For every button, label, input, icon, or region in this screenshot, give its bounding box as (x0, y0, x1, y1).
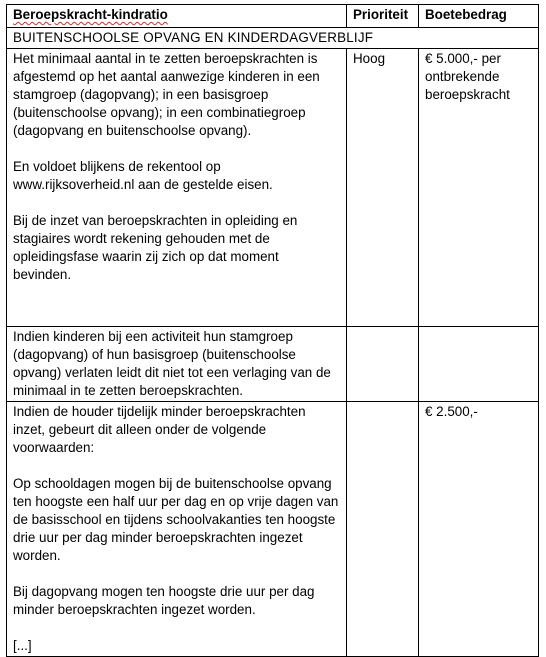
header-fine: Boetebedrag (419, 5, 539, 28)
requirement-cell (7, 49, 347, 327)
table-header-row (7, 5, 539, 28)
table-row (7, 327, 539, 402)
section-title: BUITENSCHOOLSE OPVANG EN KINDERDAGVERBLIJF (7, 28, 539, 49)
header-priority: Prioriteit (347, 5, 419, 28)
fine-cell: € 5.000,- per ontbrekende beroepskracht (419, 49, 539, 327)
requirement-paragraph: Indien de houder tijdelijk minder beroepskrachten inzet, gebeurt dit alleen onder de volgende voorwaarden: (13, 404, 306, 455)
header-requirement-label: Beroepskracht-kindratio (13, 7, 168, 22)
requirement-cell (7, 402, 347, 657)
fine-cell (419, 327, 539, 402)
requirement-paragraph: Indien kinderen bij een activiteit hun stamgroep (dagopvang) of hun basisgroep (buitenschoolse opvang) verlaten leidt dit niet tot een verlaging van de minimaal in te zetten beroepskrachten. (13, 329, 331, 398)
requirement-paragraph: En voldoet blijkens de rekentool op www.rijksoverheid.nl aan de gestelde eisen. (13, 159, 273, 192)
requirement-paragraph: Het minimaal aantal in te zetten beroepskrachten is afgestemd op het aantal aanwezige kinderen in een stamgroep (dagopvang); in een basisgroep (buitenschoolse opvang); in een combinatiegroep (dagopvang en buitenschoolse opvang). (13, 51, 320, 138)
priority-cell (347, 402, 419, 657)
requirements-table (6, 4, 539, 657)
requirement-paragraph: Bij de inzet van beroepskrachten in opleiding en stagiaires wordt rekening gehouden met de opleidingsfase waarin zij zich op dat moment bevinden. (13, 213, 298, 282)
fine-cell: € 2.500,- (419, 402, 539, 657)
requirement-cell (7, 327, 347, 402)
table-row (7, 402, 539, 657)
requirement-paragraph: [...] (13, 638, 32, 653)
priority-cell: Hoog (347, 49, 419, 327)
section-row (7, 28, 539, 49)
table-row (7, 49, 539, 327)
header-requirement (7, 5, 347, 28)
priority-cell (347, 327, 419, 402)
requirement-paragraph: Bij dagopvang mogen ten hoogste drie uur per dag minder beroepskrachten ingezet worden. (13, 584, 315, 617)
requirement-paragraph: Op schooldagen mogen bij de buitenschoolse opvang ten hoogste een half uur per dag en op vrije dagen van de basisschool en tijdens schoolvakanties ten hoogste drie uur per dag minder beroepskrachten ingezet worden. (13, 476, 339, 563)
